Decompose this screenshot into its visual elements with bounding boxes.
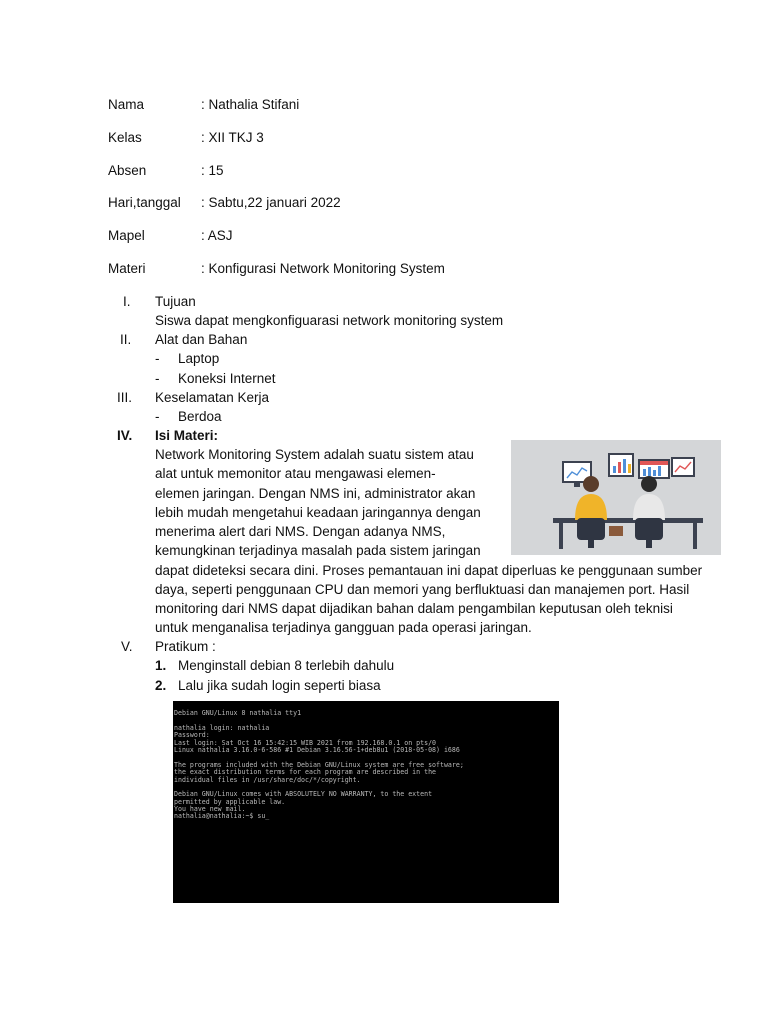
section-title-materi: Isi Materi: bbox=[155, 428, 219, 443]
terminal-line: the exact distribution terms for each program are described in the bbox=[174, 768, 437, 777]
terminal-line: Password: bbox=[174, 731, 210, 740]
info-value: : Nathalia Stifani bbox=[201, 97, 300, 112]
list-item: Laptop bbox=[178, 351, 220, 366]
step-text: Menginstall debian 8 terlebih dahulu bbox=[178, 658, 395, 673]
terminal-line: Linux nathalia 3.16.0-6-586 #1 Debian 3.16.56-1+deb8u1 (2018-05-08) i686 bbox=[174, 745, 460, 754]
section-title-pratikum: Pratikum : bbox=[155, 639, 216, 654]
info-label: Mapel bbox=[108, 228, 145, 243]
info-label: Kelas bbox=[108, 130, 142, 145]
tujuan-text: Siswa dapat mengkonfiguarasi network monitoring system bbox=[155, 313, 504, 328]
materi-line: daya, seperti penggunaan CPU dan memori yang berfluktuasi dan manajemen port. Hasil bbox=[155, 582, 690, 597]
step-text: Lalu jika sudah login seperti biasa bbox=[178, 678, 381, 693]
section-numeral: IV. bbox=[117, 428, 133, 443]
terminal-line: Last login: Sat Oct 16 15:42:15 WIB 2021 from 192.168.0.1 on pts/0 bbox=[174, 738, 437, 747]
step-number: 1. bbox=[155, 658, 167, 673]
section-numeral: II. bbox=[120, 332, 132, 347]
terminal-line: Debian GNU/Linux comes with ABSOLUTELY NO WARRANTY, to the extent bbox=[174, 790, 433, 799]
terminal-line: Debian GNU/Linux 8 nathalia tty1 bbox=[174, 709, 302, 717]
materi-line: Network Monitoring System adalah suatu sistem atau bbox=[155, 447, 474, 462]
info-value: : XII TKJ 3 bbox=[201, 130, 264, 145]
terminal-line: You have new mail. bbox=[174, 805, 246, 814]
list-item: Berdoa bbox=[178, 409, 222, 424]
dash-bullet: - bbox=[155, 371, 160, 386]
step-number: 2. bbox=[155, 678, 167, 693]
section-title-tujuan: Tujuan bbox=[155, 294, 196, 309]
info-value: : Konfigurasi Network Monitoring System bbox=[201, 261, 445, 276]
terminal-line: nathalia@nathalia:~$ su_ bbox=[174, 812, 270, 821]
terminal-line: The programs included with the Debian GNU/Linux system are free software; bbox=[174, 760, 464, 769]
info-value: : Sabtu,22 januari 2022 bbox=[201, 195, 341, 210]
materi-line: untuk menganalisa terjadinya gangguan pada operasi jaringan. bbox=[155, 620, 532, 635]
network-monitoring-illustration bbox=[511, 440, 721, 555]
materi-line: alat untuk memonitor atau mengawasi elemen- bbox=[155, 466, 436, 481]
section-title-alat: Alat dan Bahan bbox=[155, 332, 248, 347]
materi-line: dapat dideteksi secara dini. Proses pemantauan ini dapat diperluas ke penggunaan sumber bbox=[155, 563, 703, 578]
section-numeral: I. bbox=[123, 294, 131, 309]
dash-bullet: - bbox=[155, 409, 160, 424]
info-label: Hari,tanggal bbox=[108, 195, 181, 210]
section-numeral: V. bbox=[121, 639, 133, 654]
terminal-screenshot bbox=[173, 701, 559, 903]
materi-line: monitoring dari NMS dapat dijadikan bahan dalam pengambilan keputusan oleh teknisi bbox=[155, 601, 673, 616]
materi-line: kemungkinan terjadinya masalah pada sistem jaringan bbox=[155, 543, 481, 558]
materi-line: elemen jaringan. Dengan NMS ini, administrator akan bbox=[155, 486, 476, 501]
section-title-keselamatan: Keselamatan Kerja bbox=[155, 390, 270, 405]
list-item: Koneksi Internet bbox=[178, 371, 276, 386]
info-label: Absen bbox=[108, 163, 147, 178]
info-label: Nama bbox=[108, 97, 145, 112]
dash-bullet: - bbox=[155, 351, 160, 366]
terminal-line: permitted by applicable law. bbox=[174, 797, 286, 806]
info-label: Materi bbox=[108, 261, 146, 276]
terminal-line: nathalia login: nathalia bbox=[174, 723, 270, 732]
materi-line: menerima alert dari NMS. Dengan adanya NMS, bbox=[155, 524, 446, 539]
monitoring-people-icon bbox=[511, 440, 721, 555]
section-numeral: III. bbox=[117, 390, 133, 405]
materi-line: lebih mudah mengetahui keadaan jaringannya dengan bbox=[155, 505, 481, 520]
terminal-line: individual files in /usr/share/doc/*/copyright. bbox=[174, 775, 361, 784]
info-value: : ASJ bbox=[201, 228, 233, 243]
info-value: : 15 bbox=[201, 163, 224, 178]
